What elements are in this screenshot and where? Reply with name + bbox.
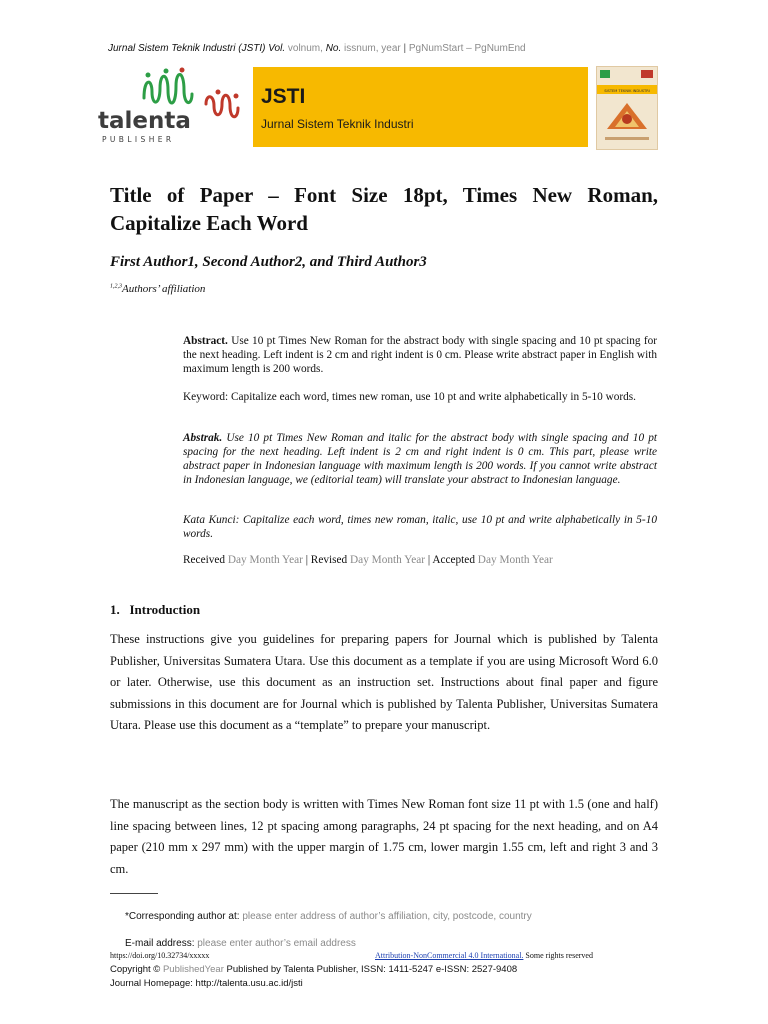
revised-label: Revised — [310, 554, 348, 566]
copyright-line — [110, 964, 517, 975]
keywords: Keyword: Capitalize each word, times new roman, use 10 pt and write alphabetically in 5-10 words. — [183, 391, 637, 403]
abstract-english — [183, 334, 657, 376]
header-journal: Jurnal Sistem Teknik Industri (JSTI) Vol. — [108, 43, 286, 54]
body-paragraph: The manuscript as the section body is written with Times New Roman font size 11 pt with 1.5 (one and half) line spacing between lines, 12 pt spacing among paragraphs, 24 pt spacing for the next heading, and on A4 paper (210 mm x 297 mm) with the upper margin of 1.75 cm, lower margin 1.55 cm, left and right 3 and 3 cm. — [110, 797, 658, 876]
email-note — [125, 938, 356, 949]
submission-dates — [183, 553, 657, 567]
dates-separator: | — [427, 554, 431, 566]
banner-journal-name: Jurnal Sistem Teknik Industri — [261, 117, 414, 131]
license-note — [375, 951, 657, 960]
revised-date: Day Month Year — [350, 554, 426, 566]
cover-label: SISTEM TEKNIK INDUSTRI — [604, 89, 650, 93]
running-header — [108, 43, 526, 54]
author-list: First Author1, Second Author2, and Third Author3 — [110, 254, 427, 270]
section-heading-introduction: 1. Introduction — [110, 602, 201, 617]
doi-link[interactable]: https://doi.org/10.32734/xxxxx — [110, 951, 210, 960]
email-value: please enter author’s email address — [197, 938, 356, 949]
logo-subtitle: PUBLISHER — [102, 135, 175, 144]
header-pages: PgNumStart – PgNumEnd — [408, 43, 526, 54]
license-link[interactable]: Attribution-NonCommercial 4.0 International. — [375, 951, 524, 960]
received-label: Received — [183, 554, 226, 566]
header-volnum: volnum, — [287, 43, 323, 54]
corr-label: *Corresponding author at: — [125, 911, 240, 922]
logo-wordmark: talenta — [98, 108, 191, 134]
received-date: Day Month Year — [227, 554, 303, 566]
dates-separator: | — [305, 554, 308, 566]
license-rest: Some rights reserved — [525, 951, 593, 960]
kata-kunci: Kata Kunci: Capitalize each word, times new roman, italic, use 10 pt and write alphabetically in 5-10 words. — [183, 514, 657, 540]
affiliation-superscript: 1,2,3 — [110, 283, 122, 290]
journal-banner — [253, 67, 588, 147]
journal-homepage[interactable]: Journal Homepage: http://talenta.usu.ac.id/jsti — [110, 978, 303, 989]
footnote-divider — [110, 893, 158, 894]
abstract-text: Use 10 pt Times New Roman for the abstract body with single spacing and 10 pt spacing for the next heading. Left indent is 2 cm and right indent is 0 cm. Please write abstract paper in English with maximum length is 200 words. — [183, 335, 657, 375]
corresponding-author-note — [125, 911, 532, 922]
accepted-label: Accepted — [432, 554, 475, 566]
copyright-year: PublishedYear — [162, 964, 224, 975]
abstrak-text: Use 10 pt Times New Roman and italic for the abstract body with single spacing and 10 pt spacing for the next heading. Left indent is 2 cm and right indent is 0 cm. This part, please write abstract paper in Indonesian language with maximum length is 200 words. If you cannot write abstract in Indonesian language, we (editorial team) will translate your abstract to Indonesian language. — [183, 432, 657, 486]
cover-image-icon — [597, 67, 657, 149]
abstract-indonesian — [183, 431, 657, 487]
header-issnum: issnum, year — [344, 43, 401, 54]
copyright-rest: Published by Talenta Publisher, ISSN: 1411-5247 e-ISSN: 2527-9408 — [226, 964, 518, 975]
abstrak-label: Abstrak. — [183, 432, 223, 444]
header-no-label: No. — [325, 43, 342, 54]
paper-title: Title of Paper – Font Size 18pt, Times New Roman, Capitalize Each Word — [110, 183, 658, 235]
copyright-label: Copyright © — [110, 964, 161, 975]
body-paragraph: These instructions give you guidelines for preparing papers for Journal which is published by Talenta Publisher, Universitas Sumatera Utara. Use this document as a template if you are using Microsoft Word 6.0 or later. Otherwise, use this document as an instruction set. Instructions about final paper and figure submissions in this document are for Journal which is published by Talenta Publisher, Universitas Sumatera Utara. Please use this document as a “template” to prepare your manuscript. — [110, 632, 658, 732]
talenta-publisher-logo — [96, 66, 251, 148]
abstract-label: Abstract. — [183, 335, 228, 347]
journal-cover-thumbnail — [596, 66, 658, 150]
affiliation-text: Authors’ affiliation — [122, 283, 206, 295]
banner-abbreviation: JSTI — [261, 85, 306, 108]
email-label: E-mail address: — [125, 938, 195, 949]
accepted-date: Day Month Year — [477, 554, 553, 566]
corr-value: please enter address of author’s affiliation, city, postcode, country — [242, 911, 532, 922]
header-separator: | — [403, 43, 407, 54]
author-affiliation — [110, 283, 205, 295]
